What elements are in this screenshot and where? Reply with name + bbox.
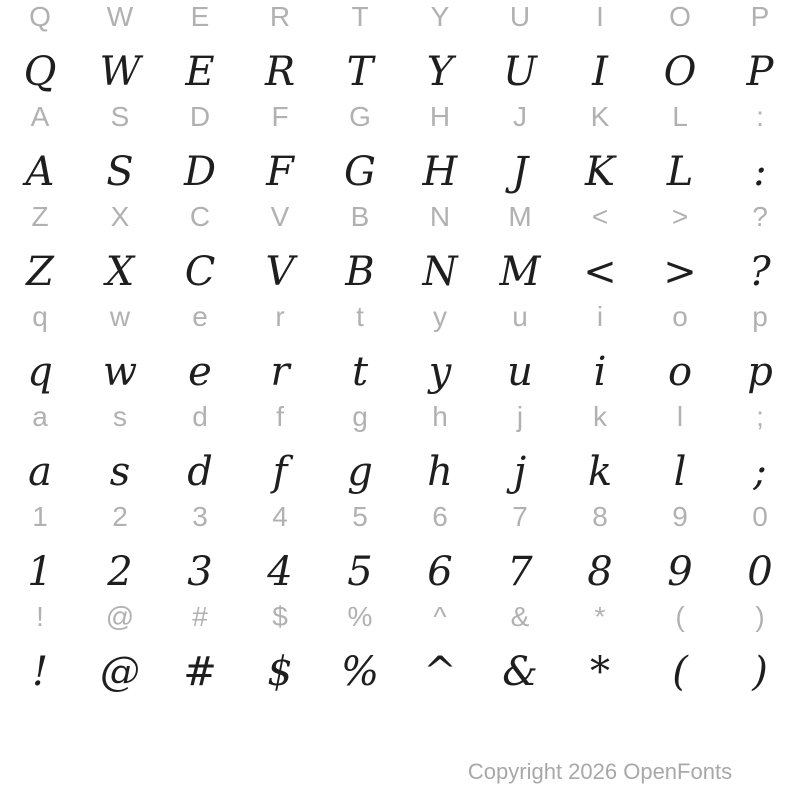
reference-glyph: a: [32, 401, 48, 432]
reference-glyph: R: [269, 1, 291, 32]
specimen-glyph: 9: [667, 549, 693, 595]
reference-glyph: P: [750, 1, 770, 32]
specimen-glyph: !: [31, 649, 49, 695]
reference-glyph: $: [272, 601, 288, 632]
specimen-glyph: a: [28, 449, 52, 495]
specimen-glyph: #: [183, 649, 217, 695]
specimen-glyph: p: [747, 349, 773, 395]
reference-glyph: U: [509, 1, 531, 32]
reference-glyph: d: [192, 401, 208, 432]
glyph-band-uppercase-bottom-row: [0, 200, 800, 300]
specimen-glyph: R: [264, 49, 296, 95]
specimen-glyph: P: [746, 49, 774, 95]
specimen-uppercase-bottom-row: [0, 234, 800, 300]
specimen-glyph: <: [583, 249, 617, 295]
reference-glyph: o: [672, 301, 688, 332]
specimen-glyph: H: [422, 149, 458, 195]
specimen-glyph: ^: [423, 649, 457, 695]
reference-glyph: O: [669, 1, 691, 32]
specimen-glyph: ?: [749, 249, 771, 295]
reference-glyph: W: [106, 1, 134, 32]
glyph-band-uppercase-home-row: [0, 100, 800, 200]
specimen-glyph: 3: [187, 549, 213, 595]
specimen-glyph: K: [585, 149, 615, 195]
specimen-glyph: E: [185, 49, 215, 95]
reference-glyph: Y: [430, 1, 450, 32]
reference-glyph: E: [190, 1, 210, 32]
reference-glyph: 9: [672, 501, 688, 532]
reference-glyph: F: [271, 101, 289, 132]
reference-glyph: ): [755, 601, 765, 632]
reference-glyph: s: [113, 401, 127, 432]
specimen-glyph: e: [188, 349, 212, 395]
reference-glyph: e: [192, 301, 208, 332]
reference-glyph: w: [109, 301, 131, 332]
reference-glyph: t: [356, 301, 364, 332]
specimen-uppercase-qwerty-row: [0, 34, 800, 100]
specimen-glyph: >: [663, 249, 697, 295]
specimen-glyph: *: [590, 649, 610, 695]
specimen-symbols-row: [0, 634, 800, 700]
specimen-digits-row: [0, 534, 800, 600]
reference-glyph: 1: [32, 501, 48, 532]
reference-glyph: :: [756, 101, 764, 132]
specimen-glyph: h: [427, 449, 453, 495]
specimen-glyph: O: [663, 49, 697, 95]
reference-glyph: l: [676, 401, 684, 432]
specimen-glyph: f: [272, 449, 288, 495]
reference-glyph: q: [32, 301, 48, 332]
reference-glyph: 4: [272, 501, 288, 532]
specimen-glyph: I: [592, 49, 608, 95]
specimen-glyph: 6: [427, 549, 453, 595]
reference-glyph: @: [105, 601, 135, 632]
glyph-band-digits-row: [0, 500, 800, 600]
glyph-band-lowercase-home-row: [0, 400, 800, 500]
specimen-glyph: @: [100, 649, 140, 695]
reference-glyph: p: [752, 301, 768, 332]
specimen-glyph: y: [428, 349, 452, 395]
reference-glyph: A: [30, 101, 50, 132]
reference-glyph: T: [351, 1, 369, 32]
reference-glyph: K: [590, 101, 610, 132]
glyph-band-uppercase-qwerty-row: [0, 0, 800, 100]
reference-uppercase-qwerty-row: [0, 0, 800, 34]
reference-glyph: 3: [192, 501, 208, 532]
reference-uppercase-home-row: [0, 100, 800, 134]
reference-glyph: >: [671, 201, 689, 232]
reference-glyph: L: [672, 101, 688, 132]
reference-glyph: 8: [592, 501, 608, 532]
specimen-glyph: A: [25, 149, 55, 195]
reference-glyph: k: [593, 401, 607, 432]
specimen-glyph: M: [499, 249, 541, 295]
reference-glyph: 6: [432, 501, 448, 532]
reference-uppercase-bottom-row: [0, 200, 800, 234]
specimen-glyph: C: [184, 249, 216, 295]
specimen-glyph: G: [344, 149, 376, 195]
reference-glyph: #: [192, 601, 208, 632]
glyph-band-lowercase-qwerty-row: [0, 300, 800, 400]
specimen-glyph: 8: [587, 549, 613, 595]
specimen-glyph: d: [187, 449, 213, 495]
specimen-glyph: 1: [27, 549, 53, 595]
specimen-glyph: U: [503, 49, 537, 95]
reference-glyph: ?: [752, 201, 768, 232]
specimen-glyph: ;: [753, 449, 767, 495]
reference-glyph: X: [110, 201, 130, 232]
reference-glyph: V: [270, 201, 290, 232]
reference-glyph: I: [596, 1, 604, 32]
reference-lowercase-qwerty-row: [0, 300, 800, 334]
reference-glyph: h: [432, 401, 448, 432]
specimen-glyph: Y: [426, 49, 454, 95]
reference-glyph: ^: [433, 601, 447, 632]
reference-glyph: f: [276, 401, 284, 432]
reference-glyph: g: [352, 401, 368, 432]
reference-digits-row: [0, 500, 800, 534]
specimen-glyph: w: [102, 349, 138, 395]
reference-glyph: &: [510, 601, 530, 632]
reference-glyph: N: [429, 201, 451, 232]
specimen-glyph: o: [667, 349, 693, 395]
reference-glyph: %: [347, 601, 373, 632]
reference-glyph: Q: [29, 1, 51, 32]
specimen-lowercase-qwerty-row: [0, 334, 800, 400]
specimen-glyph: $: [267, 649, 293, 695]
reference-glyph: D: [189, 101, 211, 132]
specimen-glyph: N: [422, 249, 458, 295]
reference-glyph: <: [591, 201, 609, 232]
specimen-glyph: ): [752, 649, 768, 695]
specimen-glyph: 0: [747, 549, 773, 595]
specimen-glyph: D: [183, 149, 217, 195]
specimen-glyph: 2: [107, 549, 133, 595]
specimen-glyph: S: [106, 149, 134, 195]
reference-glyph: (: [675, 601, 685, 632]
reference-glyph: C: [189, 201, 211, 232]
reference-glyph: ;: [756, 401, 764, 432]
reference-glyph: j: [516, 401, 524, 432]
reference-glyph: 2: [112, 501, 128, 532]
specimen-glyph: 5: [347, 549, 373, 595]
reference-glyph: 7: [512, 501, 528, 532]
specimen-glyph: 4: [267, 549, 293, 595]
specimen-glyph: %: [340, 649, 379, 695]
reference-glyph: B: [350, 201, 370, 232]
specimen-glyph: k: [587, 449, 613, 495]
specimen-glyph: :: [753, 149, 767, 195]
reference-glyph: G: [349, 101, 371, 132]
specimen-glyph: B: [345, 249, 375, 295]
reference-glyph: u: [512, 301, 528, 332]
reference-symbols-row: [0, 600, 800, 634]
reference-glyph: 0: [752, 501, 768, 532]
specimen-glyph: l: [673, 449, 687, 495]
specimen-uppercase-home-row: [0, 134, 800, 200]
specimen-glyph: u: [507, 349, 533, 395]
reference-glyph: *: [594, 601, 606, 632]
specimen-glyph: X: [105, 249, 135, 295]
specimen-glyph: L: [666, 149, 694, 195]
specimen-glyph: i: [593, 349, 607, 395]
specimen-glyph: g: [347, 449, 373, 495]
reference-glyph: J: [513, 101, 527, 132]
specimen-glyph: W: [99, 49, 141, 95]
specimen-glyph: J: [511, 149, 529, 195]
specimen-glyph: r: [270, 349, 290, 395]
specimen-lowercase-home-row: [0, 434, 800, 500]
reference-glyph: y: [433, 301, 447, 332]
specimen-glyph: s: [109, 449, 131, 495]
reference-lowercase-home-row: [0, 400, 800, 434]
reference-glyph: Z: [31, 201, 49, 232]
reference-glyph: r: [275, 301, 285, 332]
reference-glyph: M: [508, 201, 532, 232]
specimen-glyph: T: [346, 49, 374, 95]
specimen-glyph: q: [27, 349, 53, 395]
specimen-glyph: &: [502, 649, 538, 695]
copyright-text: Copyright 2026 OpenFonts: [467, 759, 733, 784]
specimen-glyph: (: [672, 649, 688, 695]
specimen-glyph: Z: [26, 249, 54, 295]
reference-glyph: !: [36, 601, 44, 632]
reference-glyph: i: [596, 301, 604, 332]
specimen-glyph: F: [266, 149, 294, 195]
specimen-glyph: V: [265, 249, 295, 295]
reference-glyph: 5: [352, 501, 368, 532]
glyph-band-symbols-row: [0, 600, 800, 700]
specimen-glyph: 7: [507, 549, 533, 595]
specimen-glyph: Q: [23, 49, 57, 95]
reference-glyph: H: [429, 101, 451, 132]
specimen-glyph: t: [351, 349, 369, 395]
specimen-glyph: j: [513, 449, 527, 495]
reference-glyph: S: [110, 101, 130, 132]
